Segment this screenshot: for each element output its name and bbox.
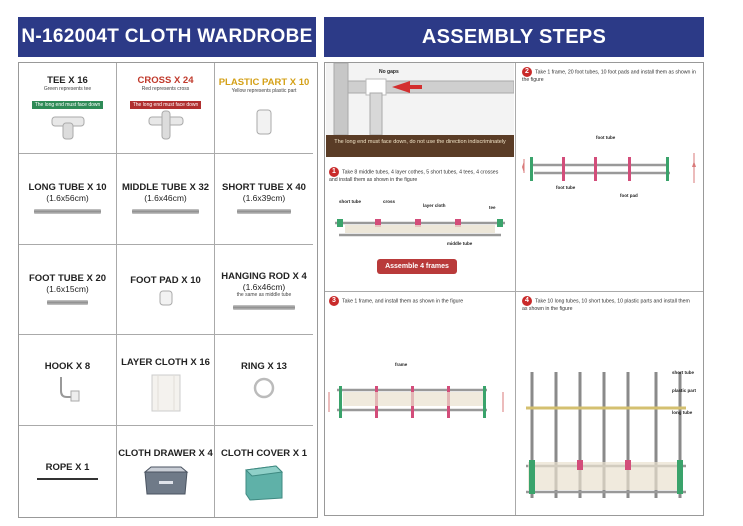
label-plastic-part: plastic part	[672, 388, 697, 393]
parts-grid	[18, 62, 318, 518]
part-hook	[19, 335, 117, 426]
part-name: FOOT TUBE X 20	[28, 273, 107, 284]
cross-icon	[146, 109, 186, 141]
step-2-panel	[516, 63, 704, 291]
part-tag: The long end must face down	[32, 101, 104, 109]
part-note: the same as middle tube	[236, 292, 292, 298]
assemble-frames-button: Assemble 4 frames	[377, 259, 457, 274]
part-tag: The long end must face down	[130, 101, 202, 109]
step-4-description: Take 10 long tubes, 10 short tubes, 10 plastic parts and install them as shown in the figure	[522, 298, 690, 312]
middle-tube-icon	[132, 209, 199, 214]
no-gaps-label: No gaps	[379, 69, 399, 75]
step-3-panel	[325, 292, 515, 516]
long-tube-icon	[34, 209, 101, 214]
part-name: FOOT PAD X 10	[130, 275, 201, 286]
part-foot-tube	[19, 245, 117, 335]
label-cross: cross	[383, 199, 396, 204]
part-name: TEE X 16	[47, 75, 88, 86]
part-name: RING X 13	[241, 361, 287, 372]
part-note: Green represents tee	[43, 86, 92, 92]
label-long-tube: long tube	[672, 410, 693, 415]
label-foot-tube-top: foot tube	[596, 135, 616, 140]
step-1-description: Take 8 middle tubes, 4 layer cothes, 5 short tubes, 4 tees, 4 crosses and install them as shown in the figure	[329, 169, 499, 183]
step-2-text	[522, 67, 696, 84]
short-tube-icon	[237, 209, 291, 214]
step-4-diagram	[516, 352, 702, 512]
step-2-number: 2	[522, 67, 532, 77]
part-name: HOOK X 8	[44, 361, 91, 372]
part-name: ROPE X 1	[45, 462, 90, 473]
part-cross	[117, 63, 215, 154]
part-cloth-drawer	[117, 426, 215, 517]
step-2-description: Take 1 frame, 20 foot tubes, 10 foot pads and install them as shown in the figure	[522, 69, 696, 83]
step-3-text	[329, 296, 509, 306]
part-short-tube	[215, 154, 313, 245]
step-3-diagram	[327, 370, 513, 434]
label-layer-cloth: layer cloth	[423, 203, 446, 208]
step-4-text	[522, 296, 696, 313]
part-plastic	[215, 63, 313, 154]
part-name: CROSS X 24	[137, 75, 194, 86]
rope-icon	[37, 478, 98, 480]
part-name: LAYER CLOTH X 16	[121, 357, 210, 368]
step-1-diagram	[329, 205, 509, 245]
part-long-tube	[19, 154, 117, 245]
label-tee: tee	[489, 205, 496, 210]
part-dimension: (1.6x46cm)	[242, 282, 286, 292]
part-name: HANGING ROD X 4	[221, 271, 307, 282]
step-4-number: 4	[522, 296, 532, 306]
step-4-panel	[516, 292, 704, 516]
part-dimension: (1.6x39cm)	[242, 193, 286, 203]
part-cloth-cover	[215, 426, 313, 517]
label-foot-tube-bottom: foot tube	[556, 185, 576, 190]
step-2-diagram	[516, 143, 702, 203]
drawer-icon	[141, 464, 191, 498]
part-note: Yellow represents plastic part	[231, 88, 297, 94]
part-name: CLOTH COVER X 1	[220, 448, 308, 459]
step-3-description: Take 1 frame, and install them as shown in the figure	[342, 298, 464, 305]
label-short-tube: short tube	[672, 370, 694, 375]
step-1-panel	[325, 63, 515, 291]
part-ring	[215, 335, 313, 426]
joint-closeup-image	[326, 63, 514, 135]
part-name: MIDDLE TUBE X 32	[121, 182, 210, 193]
part-rope	[19, 426, 117, 517]
step-1-number: 1	[329, 167, 339, 177]
part-dimension: (1.6x56cm)	[46, 193, 89, 203]
label-short-tube: short tube	[339, 199, 361, 204]
foot-pad-icon	[158, 289, 174, 307]
layer-cloth-icon	[148, 373, 184, 413]
part-dimension: (1.6x15cm)	[46, 284, 89, 294]
foot-tube-icon	[47, 300, 88, 305]
hanging-rod-icon	[233, 305, 295, 310]
assembly-title: ASSEMBLY STEPS	[324, 17, 704, 57]
part-dimension: (1.6x46cm)	[144, 193, 187, 203]
part-note: Red represents cross	[141, 86, 190, 92]
step-1-text	[329, 167, 507, 184]
assembly-steps	[324, 62, 704, 516]
part-middle-tube	[117, 154, 215, 245]
part-name: CLOTH DRAWER X 4	[118, 448, 213, 459]
label-frame: frame	[395, 362, 408, 367]
part-name: SHORT TUBE X 40	[222, 182, 306, 193]
part-foot-pad	[117, 245, 215, 335]
part-tee	[19, 63, 117, 154]
plastic-part-icon	[254, 107, 274, 137]
part-hanging-rod	[215, 245, 313, 335]
hook-icon	[53, 373, 83, 403]
step-3-number: 3	[329, 296, 339, 306]
warning-banner: The long end must face down, do not use the direction indiscriminately	[326, 135, 514, 157]
label-foot-pad: foot pad	[620, 193, 638, 198]
ring-icon	[251, 375, 277, 401]
part-name: LONG TUBE X 10	[28, 182, 107, 193]
tee-icon	[48, 111, 88, 141]
wardrobe-title: N-162004T CLOTH WARDROBE	[18, 17, 316, 57]
part-name: PLASTIC PART X 10	[218, 77, 310, 88]
cloth-cover-icon	[242, 462, 286, 502]
part-layer-cloth	[117, 335, 215, 426]
label-middle-tube: middle tube	[447, 241, 473, 246]
